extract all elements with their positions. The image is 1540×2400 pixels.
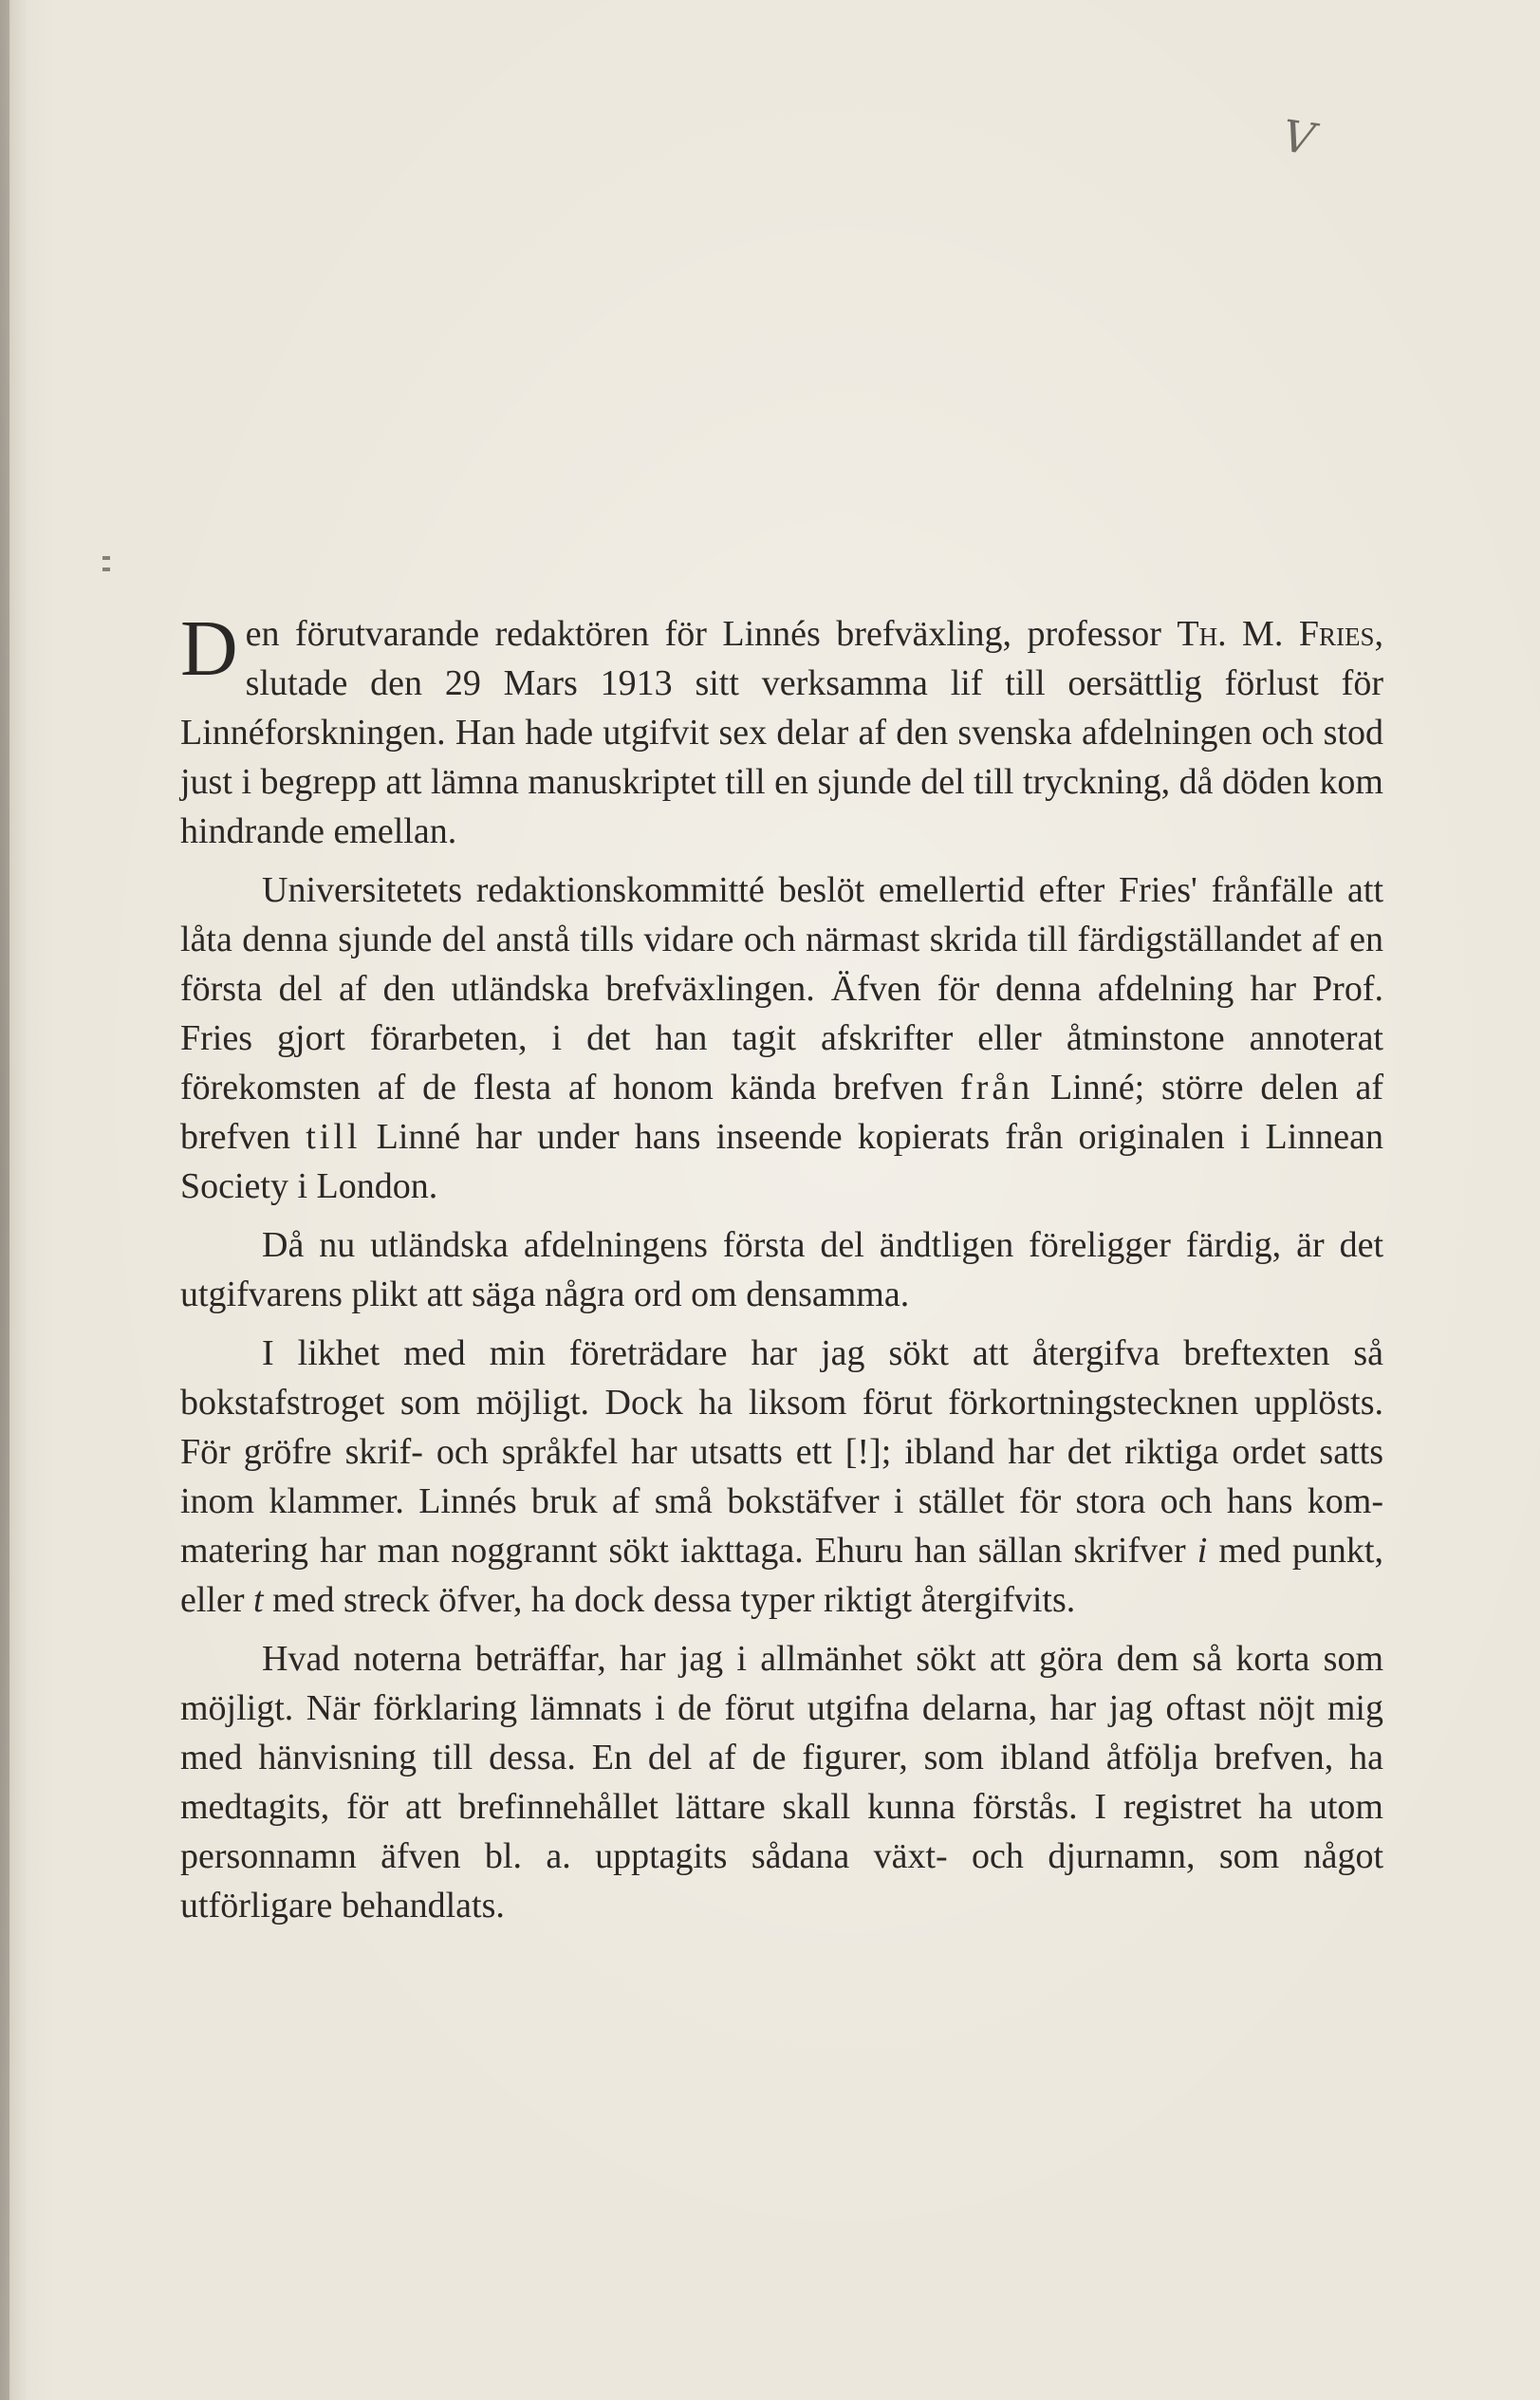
paragraph-3-text: Då nu utländska afdelningens första del ändtligen föreligger färdig, är det utgifvarens plikt att säga några ord om densamma. (180, 1225, 1383, 1314)
paragraph-4 (180, 1329, 1383, 1625)
italic-i: i (1197, 1531, 1208, 1571)
italic-t: t (253, 1580, 264, 1620)
margin-mark (102, 567, 110, 571)
paragraph-1-text-b: , slutade den 29 Mars 1913 sitt verksamma lif till oersättlig förlust för Linnéforskningen. Han hade utgifvit sex delar af den svenska afdelningen och stod just i begrepp att lämna manuskriptet till en sjunde del till tryckning, då döden kom hindrande emellan. (180, 614, 1383, 851)
margin-mark (102, 556, 110, 560)
paragraph-5 (180, 1634, 1383, 1930)
paragraph-4-text-b: med punkt, eller (180, 1531, 1383, 1620)
paragraph-1 (180, 605, 1383, 856)
author-name: Th. M. Fries (1177, 614, 1375, 654)
emphasis-fran: från (960, 1068, 1034, 1107)
preface-text (180, 605, 1384, 1940)
paragraph-1-text-a: en förutvarande redaktören för Linnés brefväxling, professor (245, 614, 1178, 654)
paragraph-2-text-a: Universitetets redaktionskommitté beslöt emellertid efter Fries' frånfälle att låta denna sjunde del anstå tills vidare och närmast skrida till färdigställandet af en första del af den utländska brefväxlingen. Äfven för denna afdelning har Prof. Fries gjort förarbeten, i det han tagit afskrifter eller åtminstone annoterat förekomsten af de flesta af honom kända brefven (180, 870, 1383, 1107)
paragraph-4-text-c: med streck öfver, ha dock dessa typer riktigt återgifvits. (263, 1580, 1076, 1620)
paragraph-3 (180, 1220, 1383, 1319)
paragraph-2 (180, 865, 1383, 1211)
paragraph-4-text-a: I likhet med min företrädare har jag sökt att återgifva breftexten så bokstafstroget som möjligt. Dock ha liksom förut förkortningstecknen upplösts. För gröfre skrif- och språkfel har utsatts ett [!]; ibland har det riktiga ordet satts inom klammer. Linnés bruk af små bokstäfver i stället för stora och hans kommatering har man noggrannt sökt iakttaga. Ehuru han sällan skrifver (180, 1333, 1383, 1571)
paragraph-2-text-b: Linné; större delen af brefven (180, 1068, 1383, 1157)
page-spine-shadow (0, 0, 9, 2400)
paragraph-2-text-c: Linné har under hans inseende kopierats från originalen i Linnean Society i London. (180, 1117, 1384, 1206)
emphasis-till: till (306, 1117, 362, 1157)
paragraph-5-text: Hvad noterna beträffar, har jag i allmänhet sökt att göra dem så korta som möjligt. När förklaring lämnats i de förut utgifna delarna, har jag oftast nöjt mig med hänvisning till dessa. En del af de figurer, som ibland åtfölja brefven, ha medtagits, för att brefinnehållet lättare skall kunna förstås. I registret ha utom personnamn äfven bl. a. upptagits sådana växt- och djurnamn, som något utförligare behandlats. (180, 1639, 1383, 1926)
page-number: V (1279, 109, 1320, 166)
drop-cap: D (180, 605, 238, 693)
